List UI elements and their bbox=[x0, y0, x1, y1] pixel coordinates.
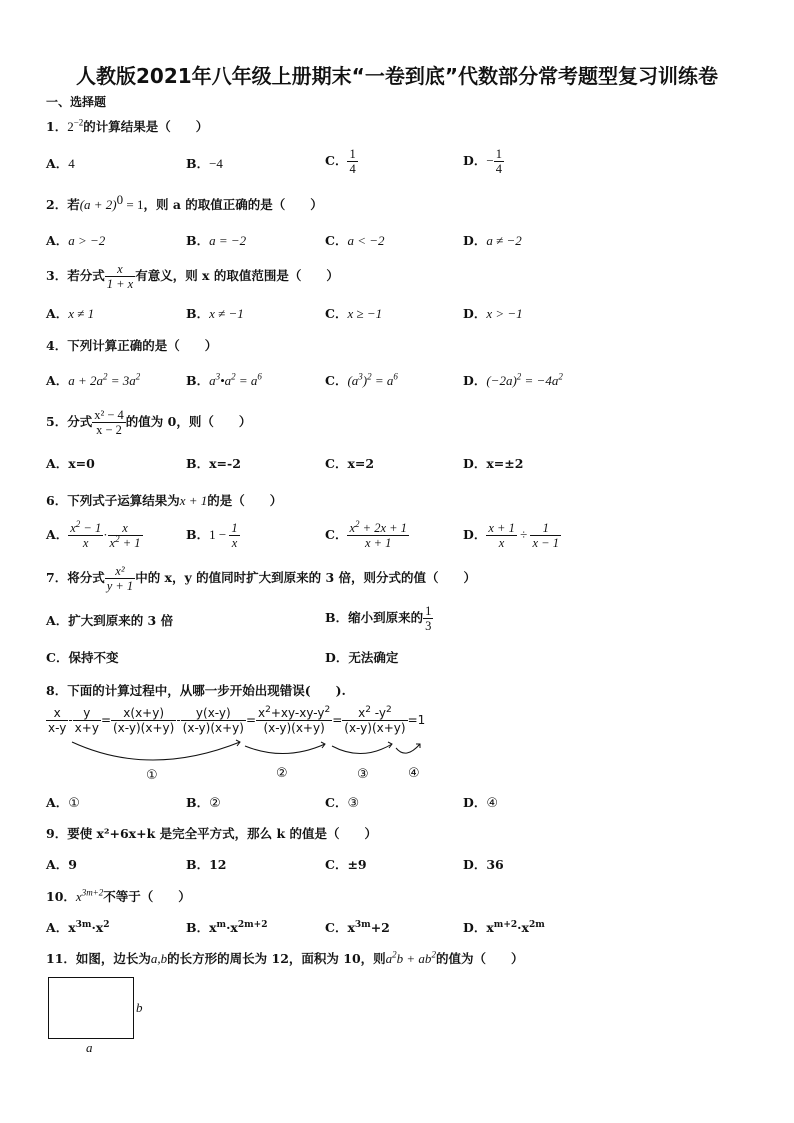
q1-option-d[interactable]: D．− $\frac{1}{4}$ bbox=[463, 147, 502, 176]
step-mark-3: ③ bbox=[357, 767, 369, 782]
q8-option-d[interactable]: D．④ bbox=[463, 795, 498, 811]
q1-option-a[interactable]: A．4 bbox=[46, 156, 75, 171]
q2-option-a[interactable]: A．a > −2 bbox=[46, 233, 106, 248]
section-heading: 一、选择题 bbox=[46, 95, 107, 109]
q10-option-d[interactable]: D．$x^{m+2}\cdot x^{2m}$ bbox=[463, 919, 545, 935]
arrow-1 bbox=[72, 742, 240, 760]
question-7: 7．将分式 $\frac{\text{x²}}{y + 1}$ 中的 x，y 的值同时扩大到原来的 3 倍，则分式的值（ ） bbox=[46, 564, 477, 593]
q5-option-b[interactable]: B．x=-2 bbox=[186, 456, 241, 471]
question-9: 9．要使 x²+6x+k 是完全平方式，那么 k 的值是（ ） bbox=[46, 826, 377, 841]
q1-stem: 的计算结果是（ ） bbox=[83, 119, 209, 134]
q3-option-a[interactable]: A．x ≠ 1 bbox=[46, 306, 95, 321]
q1-number: 1． bbox=[46, 119, 68, 134]
question-1 bbox=[46, 119, 208, 135]
side-label-b: b bbox=[136, 1000, 143, 1015]
q4-option-c[interactable]: C．$(a^3)^2 = a^6$ bbox=[325, 371, 398, 388]
question-3: 3．若分式 $\frac{x}{1 + x}$ 有意义，则 x 的取值范围是（ ） bbox=[46, 262, 339, 291]
q8-derivation: $\frac{x}{x-y}$ - $\frac{y}{x+y}$ = $\frac{x(x+y)}{(x-y)(x+y)}$ - $\frac{y(x-y)}{(x-y)(x+y)}$ = $\frac{x^2+xy-xy-y^2}{(x-y)(x+y)}$ = $\frac{x^2 -y^2}{(x-y)(x+y)}$ =1 bbox=[48, 705, 426, 735]
step-mark-4: ④ bbox=[408, 766, 420, 781]
q10-option-a[interactable]: A．$x^{3m}\cdot x^2$ bbox=[46, 919, 110, 935]
q2-option-c[interactable]: C．a < −2 bbox=[325, 233, 385, 248]
q4-option-a[interactable]: A．$a + 2a^2 = 3a^2$ bbox=[46, 371, 141, 388]
q8-step-arrows bbox=[40, 738, 440, 778]
page-title: 人教版2021年八年级上册期末“一卷到底”代数部分常考题型复习训练卷 bbox=[76, 64, 718, 88]
q6-option-d[interactable]: D． $\frac{x + 1}{x}$ ÷ $\frac{1}{x - 1}$ bbox=[463, 521, 559, 550]
q10-option-b[interactable]: B．$x^m\cdot x^{2m+2}$ bbox=[186, 919, 268, 935]
q9-option-b[interactable]: B．12 bbox=[186, 857, 227, 872]
q2-option-b[interactable]: B．a = −2 bbox=[186, 233, 247, 248]
q7-option-a[interactable]: A．扩大到原来的 3 倍 bbox=[46, 613, 174, 628]
q9-option-c[interactable]: C．±9 bbox=[325, 857, 367, 872]
rectangle-figure bbox=[48, 977, 134, 1039]
q6-option-c[interactable]: C． $\frac{x^2 + 2x + 1}{x + 1}$ bbox=[325, 518, 407, 550]
q5-option-d[interactable]: D．x=±2 bbox=[463, 456, 524, 471]
question-2: 2．若$(a + 2)^0 = 1$，则 a 的取值正确的是（ ） bbox=[46, 191, 323, 212]
q9-option-d[interactable]: D．36 bbox=[463, 857, 504, 872]
q1-option-b[interactable]: B．−4 bbox=[186, 156, 223, 171]
q5-option-c[interactable]: C．x=2 bbox=[325, 456, 375, 471]
side-label-a: a bbox=[86, 1040, 93, 1055]
q4-option-b[interactable]: B．$a^3•a^2 = a^6$ bbox=[186, 371, 262, 388]
arrow-4 bbox=[396, 744, 420, 753]
q8-option-b[interactable]: B．② bbox=[186, 795, 221, 811]
q3-option-d[interactable]: D．x > −1 bbox=[463, 306, 523, 321]
q8-option-c[interactable]: C．③ bbox=[325, 795, 360, 811]
q3-option-c[interactable]: C．x ≥ −1 bbox=[325, 306, 383, 321]
arrow-3 bbox=[332, 744, 392, 754]
q1-option-c[interactable]: C． $\frac{1}{4}$ bbox=[325, 147, 356, 176]
q2-option-d[interactable]: D．a ≠ −2 bbox=[463, 233, 522, 248]
question-6: 6．下列式子运算结果为x + 1的是（ ） bbox=[46, 493, 283, 508]
q4-option-d[interactable]: D．$(-2a)^2 = -4a^2$ bbox=[463, 371, 563, 388]
question-5: 5．分式 $\frac{\text{x² − 4}}{x - 2}$ 的值为 0，则（ ） bbox=[46, 408, 252, 437]
q1-expression: $2^{-2}$ bbox=[67, 117, 84, 134]
q6-option-a[interactable]: A． $\frac{x^2 - 1}{x}$ · $\frac{x}{x^2 + 1}$ bbox=[46, 518, 141, 550]
step-mark-1: ① bbox=[146, 768, 158, 783]
q7-option-c[interactable]: C．保持不变 bbox=[46, 650, 119, 665]
step-mark-2: ② bbox=[276, 766, 288, 781]
arrow-2 bbox=[245, 744, 325, 754]
q7-option-b[interactable]: B．缩小到原来的 $\frac{1}{3}$ bbox=[325, 604, 432, 633]
q6-option-b[interactable]: B．1 − $\frac{1}{x}$ bbox=[186, 521, 238, 550]
q9-option-a[interactable]: A．9 bbox=[46, 857, 77, 872]
q3-option-b[interactable]: B．x ≠ −1 bbox=[186, 306, 244, 321]
question-11: 11．如图，边长为a,b的长方形的周长为 12，面积为 10，则$a^2b + ab^2$的值为（ ） bbox=[46, 949, 524, 966]
question-4: 4．下列计算正确的是（ ） bbox=[46, 338, 218, 353]
question-8: 8．下面的计算过程中，从哪一步开始出现错误( ). bbox=[46, 683, 346, 698]
q10-option-c[interactable]: C．$x^{3m}+2$ bbox=[325, 919, 390, 935]
q7-option-d[interactable]: D．无法确定 bbox=[325, 650, 399, 665]
question-10: 10．$x^{3m+2}$不等于（ ） bbox=[46, 887, 191, 904]
q8-option-a[interactable]: A．① bbox=[46, 795, 80, 811]
q5-option-a[interactable]: A．x=0 bbox=[46, 456, 95, 471]
